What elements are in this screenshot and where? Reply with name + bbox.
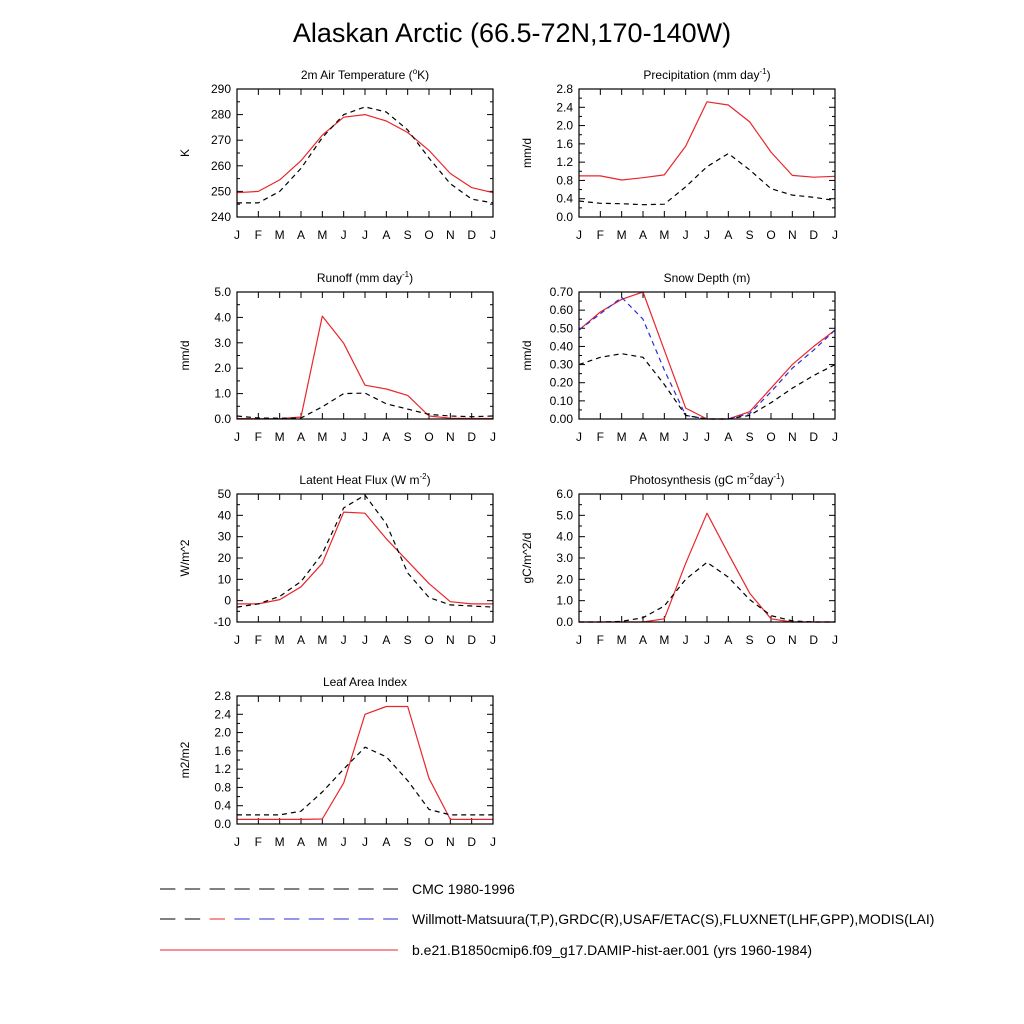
x-tick-label: J (234, 633, 240, 647)
x-tick-label: M (274, 430, 285, 444)
legend (160, 881, 934, 958)
series-line-model (579, 292, 835, 419)
x-tick-label: J (490, 228, 496, 242)
x-tick-label: M (317, 228, 328, 242)
x-tick-label: J (576, 633, 582, 647)
x-tick-label: F (596, 430, 605, 444)
x-tick-label: J (832, 228, 838, 242)
panel-title: 2m Air Temperature ($^o$K) (300, 67, 430, 82)
y-tick-label: 40 (217, 508, 231, 523)
y-tick-label: 290 (210, 82, 231, 96)
legend-entry-2 (160, 911, 934, 927)
y-tick-label: 10 (217, 572, 231, 587)
x-tick-label: J (490, 633, 496, 647)
x-tick-label: F (254, 633, 263, 647)
x-tick-label: S (403, 430, 412, 444)
x-tick-label: D (467, 228, 477, 242)
x-tick-label: D (467, 633, 477, 647)
x-tick-label: M (659, 228, 670, 242)
plot-frame (237, 292, 493, 419)
y-tick-label: 1.0 (556, 593, 573, 608)
series-line-model (237, 707, 493, 820)
y-axis-label: gC/m^2/d (520, 532, 534, 584)
y-tick-label: 5.0 (556, 508, 573, 523)
x-tick-label: A (724, 430, 733, 444)
series-line-obs (237, 747, 493, 815)
x-tick-label: M (317, 835, 328, 849)
series-line-obs (237, 107, 493, 203)
x-tick-label: J (362, 633, 368, 647)
y-tick-label: 4.0 (214, 310, 231, 325)
x-tick-label: M (616, 228, 627, 242)
x-tick-label: O (766, 228, 776, 242)
x-tick-label: J (576, 228, 582, 242)
x-tick-label: S (745, 430, 754, 444)
plot-frame (237, 89, 493, 217)
x-tick-label: N (787, 430, 797, 444)
y-tick-label: 0.8 (556, 173, 573, 188)
y-axis-label: m2/m2 (178, 741, 192, 779)
x-tick-label: O (424, 430, 434, 444)
x-tick-label: N (787, 228, 797, 242)
y-tick-label: 0.60 (549, 303, 573, 318)
x-tick-label: N (445, 835, 455, 849)
y-tick-label: 0.10 (549, 393, 573, 408)
panel-title: Leaf Area Index (322, 675, 408, 689)
x-tick-label: J (682, 430, 689, 444)
y-tick-label: 0.0 (556, 615, 573, 629)
series-line-model (579, 102, 835, 180)
y-tick-label: 250 (210, 184, 231, 199)
x-tick-label: M (616, 430, 627, 444)
y-axis-label: K (178, 148, 192, 158)
x-tick-label: D (467, 430, 477, 444)
panel-title: Precipitation (mm day$^{-1}$) (643, 67, 771, 82)
y-axis-label: mm/d (178, 340, 192, 371)
x-tick-label: A (382, 835, 391, 849)
y-tick-label: 0.0 (556, 210, 573, 224)
y-tick-label: 30 (217, 529, 231, 544)
figure-title: Alaskan Arctic (66.5-72N,170-140W) (292, 18, 732, 48)
plot-frame (579, 89, 835, 217)
panel-title: Photosynthesis (gC $m^{-2}day^{-1}$) (629, 472, 785, 487)
y-tick-label: 1.6 (214, 743, 231, 758)
x-tick-label: J (234, 835, 240, 849)
series-line-model (237, 115, 493, 193)
y-tick-label: 0.4 (556, 191, 573, 206)
x-tick-label: A (296, 228, 306, 242)
legend-entry-3 (160, 942, 812, 958)
x-tick-label: D (467, 835, 477, 849)
x-tick-label: O (424, 633, 434, 647)
panel-title: Snow Depth (m) (663, 271, 751, 285)
series-line-model (237, 316, 493, 419)
x-tick-label: O (766, 430, 776, 444)
y-tick-label: 3.0 (214, 335, 231, 350)
x-tick-label: J (362, 835, 368, 849)
x-tick-label: J (682, 633, 689, 647)
panel-2 (520, 67, 838, 242)
x-tick-label: S (403, 228, 412, 242)
y-tick-label: 260 (210, 158, 231, 173)
x-tick-label: J (362, 430, 368, 444)
x-tick-label: A (296, 430, 306, 444)
y-tick-label: 20 (217, 551, 231, 565)
x-tick-label: M (317, 430, 328, 444)
x-tick-label: A (382, 633, 391, 647)
panel-title: Runoff (mm day$^{-1}$) (316, 270, 414, 285)
x-tick-label: F (254, 430, 263, 444)
x-tick-label: A (638, 228, 648, 242)
y-tick-label: 0.4 (214, 798, 231, 813)
series-line-obs (579, 354, 835, 419)
x-tick-label: D (809, 633, 819, 647)
x-tick-label: J (576, 430, 582, 444)
x-tick-label: J (340, 228, 347, 242)
x-tick-label: J (340, 430, 347, 444)
x-tick-label: D (809, 430, 819, 444)
x-tick-label: O (766, 633, 776, 647)
panel-1 (178, 67, 496, 242)
y-tick-label: 6.0 (556, 487, 573, 501)
series-line-obs (237, 495, 493, 607)
panels (178, 67, 838, 849)
x-tick-label: J (490, 430, 496, 444)
x-tick-label: O (424, 835, 434, 849)
x-tick-label: J (832, 430, 838, 444)
x-tick-label: S (745, 633, 754, 647)
x-tick-label: A (638, 633, 648, 647)
plot-frame (579, 292, 835, 419)
x-tick-label: A (724, 633, 733, 647)
x-tick-label: N (445, 228, 455, 242)
y-tick-label: 0 (224, 593, 231, 608)
x-tick-label: J (234, 228, 240, 242)
y-tick-label: 1.2 (556, 155, 573, 170)
x-tick-label: J (704, 633, 710, 647)
x-tick-label: N (787, 633, 797, 647)
x-tick-label: M (659, 633, 670, 647)
y-tick-label: 2.0 (214, 725, 231, 740)
y-tick-label: 0.8 (214, 780, 231, 795)
x-tick-label: J (234, 430, 240, 444)
x-tick-label: S (403, 633, 412, 647)
x-tick-label: M (274, 228, 285, 242)
x-tick-label: J (832, 633, 838, 647)
y-tick-label: 0.20 (549, 375, 573, 390)
y-tick-label: 0.40 (549, 339, 573, 354)
x-tick-label: J (704, 228, 710, 242)
y-tick-label: 0.0 (214, 412, 231, 426)
y-tick-label: 50 (217, 487, 231, 501)
y-tick-label: 2.0 (214, 361, 231, 376)
y-tick-label: 1.2 (214, 762, 231, 777)
series-line-obs (579, 562, 835, 622)
legend-label: Willmott-Matsuura(T,P),GRDC(R),USAF/ETAC(S),FLUXNET(LHF,GPP),MODIS(LAI) (412, 911, 935, 927)
x-tick-label: S (403, 835, 412, 849)
x-tick-label: M (616, 633, 627, 647)
y-tick-label: 2.4 (214, 707, 231, 722)
x-tick-label: J (340, 633, 347, 647)
legend-label: b.e21.B1850cmip6.f09_g17.DAMIP-hist-aer.001 (yrs 1960-1984) (412, 942, 813, 958)
panel-7 (178, 675, 496, 849)
y-tick-label: 0.70 (549, 285, 573, 299)
y-tick-label: 1.6 (556, 136, 573, 151)
x-tick-label: F (254, 835, 263, 849)
x-tick-label: M (274, 835, 285, 849)
y-tick-label: 0.00 (549, 412, 573, 426)
y-tick-label: 4.0 (556, 529, 573, 544)
x-tick-label: D (809, 228, 819, 242)
x-tick-label: M (659, 430, 670, 444)
y-tick-label: 0.0 (214, 817, 231, 831)
x-tick-label: J (362, 228, 368, 242)
y-axis-label: W/m^2 (178, 539, 192, 577)
legend-label: CMC 1980-1996 (412, 881, 515, 897)
legend-entry-1 (160, 881, 515, 897)
y-axis-label: mm/d (520, 340, 534, 371)
x-tick-label: F (596, 228, 605, 242)
x-tick-label: N (445, 430, 455, 444)
x-tick-label: J (704, 430, 710, 444)
y-tick-label: 3.0 (556, 551, 573, 565)
x-tick-label: J (490, 835, 496, 849)
x-tick-label: N (445, 633, 455, 647)
y-tick-label: 0.50 (549, 321, 573, 336)
x-tick-label: A (638, 430, 648, 444)
x-tick-label: A (724, 228, 733, 242)
y-tick-label: -10 (213, 615, 231, 629)
y-tick-label: 240 (210, 210, 231, 224)
y-tick-label: 2.8 (214, 689, 231, 703)
x-tick-label: S (745, 228, 754, 242)
x-tick-label: F (254, 228, 263, 242)
y-tick-label: 0.30 (549, 357, 573, 372)
y-tick-label: 2.8 (556, 82, 573, 96)
x-tick-label: M (317, 633, 328, 647)
x-tick-label: M (274, 633, 285, 647)
x-tick-label: A (382, 228, 391, 242)
x-tick-label: A (296, 835, 306, 849)
panel-title: Latent Heat Flux (W $m^{-2}$) (299, 472, 431, 487)
y-tick-label: 2.4 (556, 100, 573, 115)
panel-3 (178, 270, 496, 444)
panel-5 (178, 472, 496, 647)
panel-6 (520, 472, 838, 647)
x-tick-label: O (424, 228, 434, 242)
series-line-model (579, 513, 835, 622)
y-tick-label: 2.0 (556, 572, 573, 587)
x-tick-label: J (682, 228, 689, 242)
x-tick-label: F (596, 633, 605, 647)
series-line-obs_alt (579, 297, 835, 419)
y-tick-label: 1.0 (214, 386, 231, 401)
panel-4 (520, 271, 838, 444)
y-axis-label: mm/d (520, 138, 534, 168)
y-tick-label: 270 (210, 133, 231, 148)
x-tick-label: A (382, 430, 391, 444)
y-tick-label: 2.0 (556, 118, 573, 133)
x-tick-label: A (296, 633, 306, 647)
y-tick-label: 280 (210, 107, 231, 122)
y-tick-label: 5.0 (214, 285, 231, 299)
series-line-model (237, 512, 493, 604)
x-tick-label: J (340, 835, 347, 849)
